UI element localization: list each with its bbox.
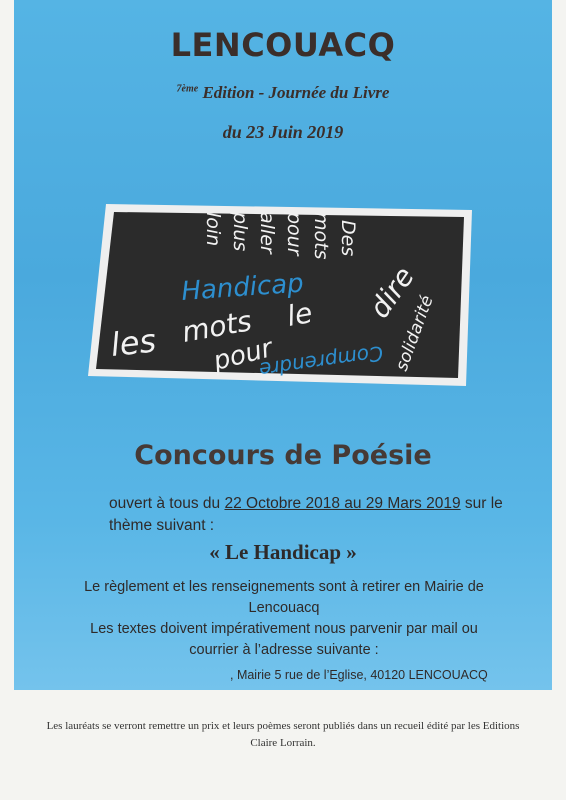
chalkboard-svg [84, 200, 484, 390]
board-word-le: le [284, 296, 315, 333]
page-title: LENCOUACQ [170, 26, 396, 64]
board-word-pour: pour [210, 333, 276, 377]
rules-line: Le règlement et les renseignements sont à retirer en Mairie de Lencouacq [84, 579, 484, 616]
board-word-mots: mots [179, 304, 255, 349]
poster-background [14, 0, 552, 690]
board-word-2: mots [310, 212, 332, 260]
chalkboard-artwork [84, 200, 484, 390]
intro-end: sur le thème suivant : [109, 495, 503, 534]
edition-line [14, 83, 552, 103]
intro-dates: 22 Octobre 2018 au 29 Mars 2019 [224, 495, 461, 512]
submit-line: Les textes doivent impérativement nous parvenir par mail ou courrier à l’adresse suivante : [90, 621, 478, 658]
contest-intro [109, 493, 529, 537]
board-word-dire: dire [362, 260, 421, 325]
postal-address: , Mairie 5 rue de l’Eglise, 40120 LENCOUACQ [230, 668, 488, 682]
event-date: du 23 Juin 2019 [222, 122, 344, 142]
contest-title: Concours de Poésie [134, 440, 432, 471]
contest-theme: « Le Handicap » [209, 540, 357, 564]
footer-note: Les lauréats se verront remettre un prix et leurs poèmes seront publiés dans un recueil édité par les Editions Claire Lorrain. [46, 720, 520, 749]
intro-start: ouvert à tous du [109, 495, 225, 512]
board-word-comprendre: Comprendre [257, 341, 385, 383]
board-word-5: plus [229, 212, 251, 252]
board-word-handicap: Handicap [180, 268, 305, 307]
board-word-1: Des [337, 220, 359, 257]
edition-number: 7ème [176, 83, 199, 95]
edition-text: Edition - Journée du Livre [198, 83, 390, 102]
board-word-6: loin [202, 212, 224, 247]
board-word-solidarite: solidarité [391, 292, 438, 374]
board-word-les: les [108, 321, 158, 364]
board-word-3: pour [283, 212, 305, 256]
contest-info [74, 577, 494, 661]
board-word-4: aller [256, 212, 278, 254]
